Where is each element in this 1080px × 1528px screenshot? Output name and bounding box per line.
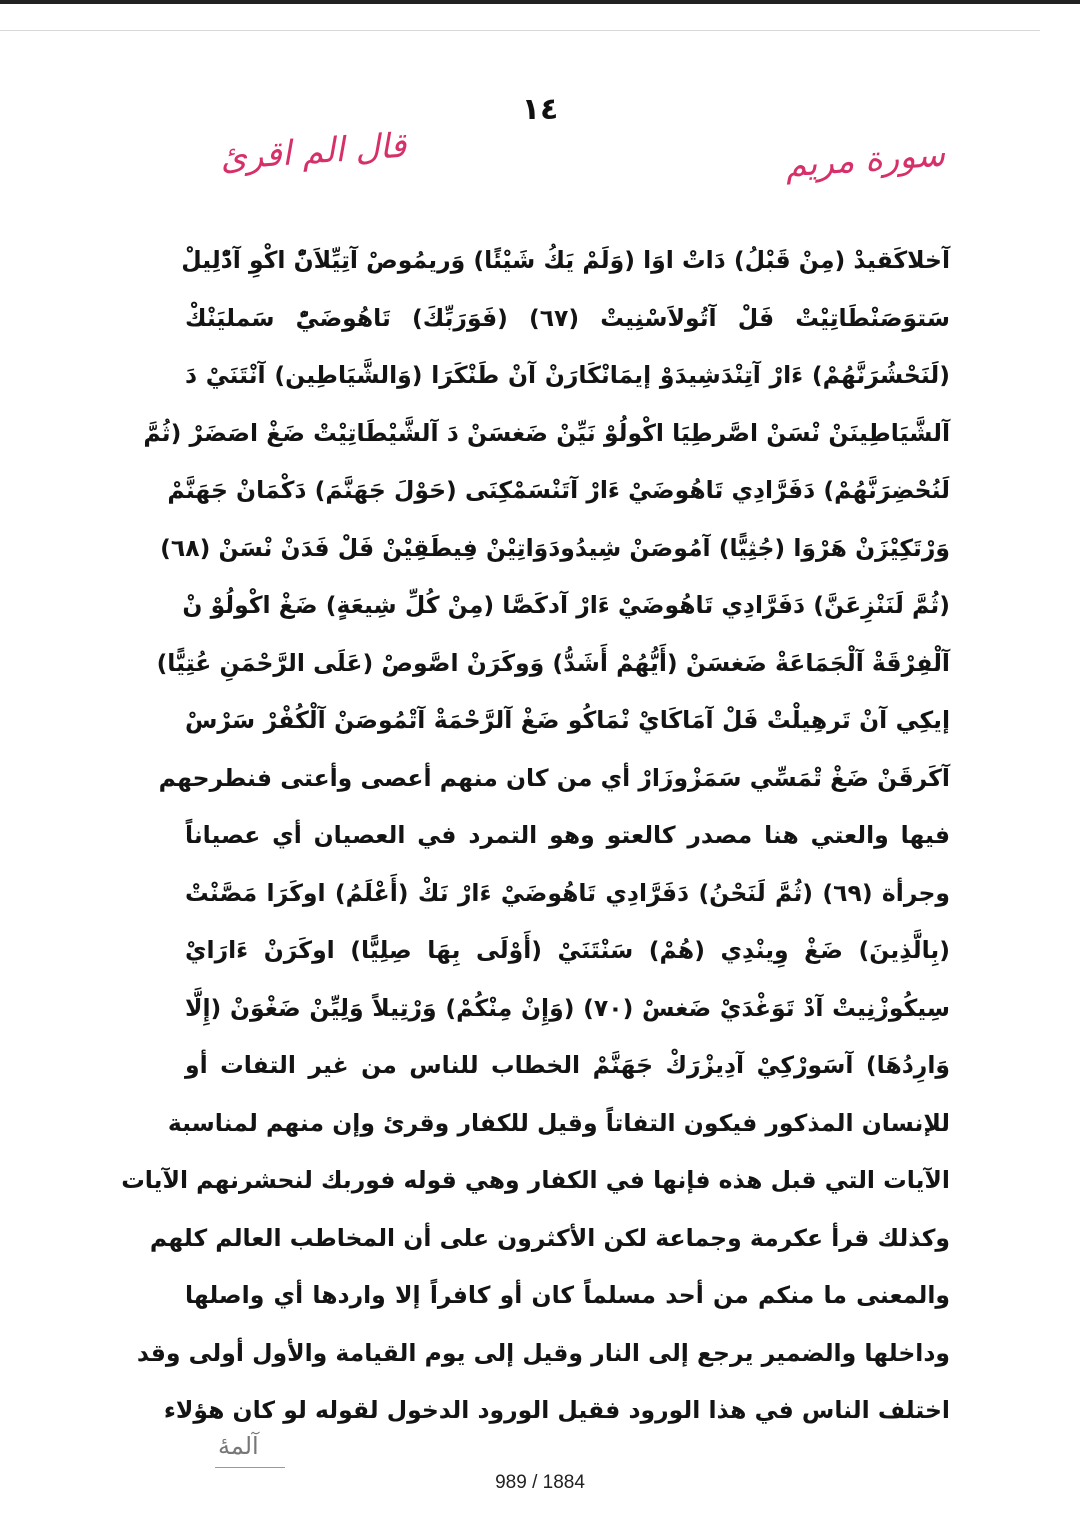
handwritten-surah-note: سورة مريم: [783, 134, 947, 186]
text-line: (لَنَحْشُرَنَّهُمْ) ءَارْ آتِنْدَشِيدَوْ إيمَانْكَارَنْ آنْ طَنْكَرَا (وَالشَّيَاطِين) آنْتَنَيْ دَ: [185, 361, 950, 389]
handwritten-section-note: قال الم اقرئ: [218, 125, 408, 179]
text-line: الآيات التي قبل هذه فإنها في الكفار وهي قوله فوربك لنحشرنهم الآيات: [121, 1166, 950, 1194]
text-line: وداخلها والضمير يرجع إلى النار وقيل إلى يوم القيامة والأول أولى وقد: [136, 1338, 950, 1367]
text-line: اختلف الناس في هذا الورود فقيل الورود الدخول لقوله لو كان هؤلاء: [163, 1396, 950, 1424]
top-border: [0, 0, 1080, 4]
text-line: آلشَّيَاطِينَنْ نْسَنْ اصَّرطِيَا اكْولُوْ نَيِّنْ ضَغسَنْ دَ آلشَّيْطَاتِيْتْ ضَغْ اصَضَرْ (ثُمَّ: [143, 418, 950, 447]
text-line: وجرأة (٦٩) (ثُمَّ لَنَحْنُ) دَفَرَّادِي تَاهُوضَيْ ءَارْ نَكْ (أَعْلَمُ) اوكَرَا مَصَّنْتْ: [185, 878, 950, 907]
text-line: آكَرقَنْ ضَغْ تْمَسِّي سَمَزْوزَارْ أي من كان منهم أعصى وأعتى فنطرحهم: [158, 763, 950, 792]
page-counter: 989 / 1884: [495, 1472, 585, 1493]
text-line: لَنُحْضِرَنَّهُمْ) دَفَرَّادِي تَاهُوضَيْ ءَارْ آتَنْسَمْكِنَى (حَوْلَ جَهَنَّمَ) دَكْمَانْ جَهَنَّمْ: [167, 476, 950, 504]
text-line: والمعنى ما منكم من أحد مسلماً كان أو كافراً إلا واردها أي واصلها: [185, 1281, 950, 1309]
text-line: إيكِي آنْ تَرهِيلْتْ فَلْ آمَاكَايْ نْمَاكُو ضَغْ آلرَّحْمَةْ آتْمُوصَنْ آلْكُفْرْ سَرْسْ: [185, 706, 950, 734]
text-line: وكذلك قرأ عكرمة وجماعة لكن الأكثرون على أن المخاطب العالم كلهم: [149, 1223, 950, 1252]
body-text: [121, 232, 950, 1440]
text-line: وَارِدُهَا) آسَورْكِيْ آدِيزْرَكْ جَهَنَّمْ الخطاب للناس من غير التفات أو: [185, 1051, 950, 1079]
text-line: آلْفِرْقَةْ آلْجَمَاعَةْ ضَغسَنْ (أَيُّهُمْ أَشَدُّ) وَوكَرَنْ اصَّوصْ (عَلَى الرَّحْمَنِ عُتِيًّا): [156, 648, 950, 677]
handwritten-signature: آلمهٔ: [218, 1432, 259, 1460]
text-line: وَرْتَكِيْزَنْ هَرْوَا (جُثِيًّا) آمُوصَنْ شِيدُودَوَاتِيْنْ فِيطَقِيْنْ فَلْ فَدَنْ نْسَنْ (٦٨): [160, 533, 950, 562]
signature-underline: [215, 1467, 285, 1468]
text-line: للإنسان المذكور فيكون التفاتاً وقيل للكفار وقرئ وإن منهم لمناسبة: [167, 1108, 950, 1137]
page-number: ١٤: [521, 92, 559, 127]
text-line: (ثُمَّ لَنَنْزِعَنَّ) دَفَرَّادِي تَاهُوضَيْ ءَارْ آدكَصَّا (مِنْ كُلِّ شِيعَةٍ) ضَغْ اكْولُوْ نْ: [182, 591, 950, 619]
text-line: آخلاكَقيدْ (مِنْ قَبْلُ) دَاتْ اوَا (وَلَمْ يَكُ شَيْئًا) وَريمُوصْ آتِيِّلاَنّْ اكْوِ آدّْلِيلْ: [181, 246, 950, 274]
page-edge: [0, 30, 1040, 31]
text-line: سَتوَصَنْطَاتِيْتْ فَلْ آتُولاَسْنِيتْ (٦٧) (فَوَرَبِّكَ) تَاهُوضَيّْ سَمليَنْكْ: [185, 303, 950, 332]
text-line: (بِالَّذِينَ) ضَغْ وِينْدِي (هُمْ) سَنْتَنَيْ (أَوْلَى بِهَا صِلِيًّا) اوكَرَنْ ءَارَايْ: [185, 936, 950, 964]
text-line: فيها والعتي هنا مصدر كالعتو وهو التمرد في العصيان أي عصياناً: [185, 821, 950, 849]
text-line: سِيكُوزْنِيتْ آدْ تَوَغْدَيْ ضَغسْ (٧٠) (وَإِنْ مِنْكُمْ) وَرْتِيلاً وَلِيِّنْ ضَغْوَنْ (إِلَّا: [185, 993, 950, 1022]
